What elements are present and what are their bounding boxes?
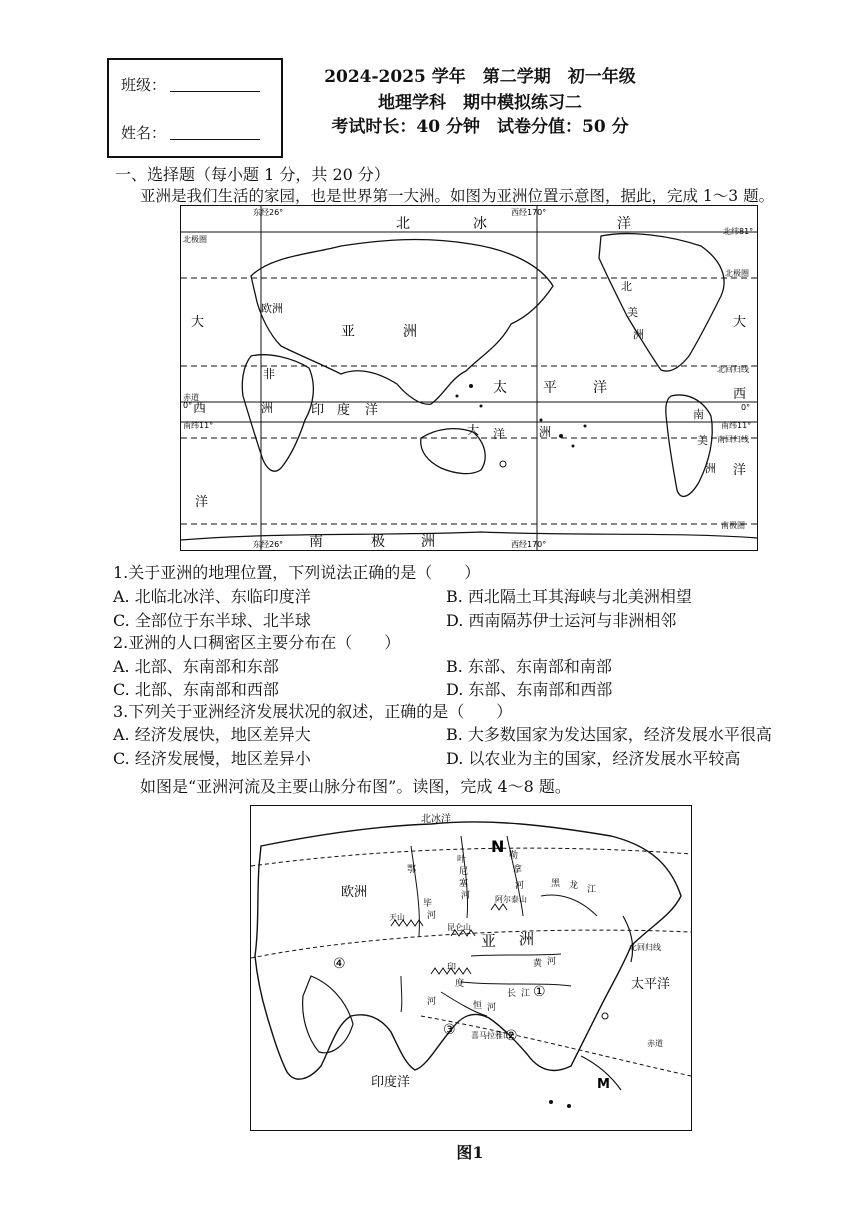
antarctic-circle-label: 南极圈 xyxy=(721,521,745,530)
river-char-9: 拿 xyxy=(513,865,523,875)
zero-deg-left: 0° xyxy=(183,401,193,410)
indian-ocean-label: 印度洋 xyxy=(371,1075,411,1090)
q2-option-d[interactable]: D. 东部、东南部和西部 xyxy=(446,680,613,699)
asia-char-1: 亚 xyxy=(341,324,355,340)
river-char-16: 长 xyxy=(507,989,517,999)
q3-option-b[interactable]: B. 大多数国家为发达国家，经济发展水平很高 xyxy=(446,725,772,744)
name-blank[interactable] xyxy=(170,139,260,140)
oceania-char-3: 洲 xyxy=(539,425,552,439)
atlantic-left-char-1: 大 xyxy=(191,315,205,330)
question-3-stem: 3.下列关于亚洲经济发展状况的叙述，正确的是（ ） xyxy=(113,702,513,721)
atlantic-left-char-2: 西 xyxy=(193,401,207,416)
river-char-4: 叶 xyxy=(457,855,467,865)
q3-option-a[interactable]: A. 经济发展快，地区差异大 xyxy=(113,725,311,744)
exam-time-score: 考试时长：40 分钟 试卷分值：50 分 xyxy=(331,117,629,137)
q1-option-b[interactable]: B. 西北隔土耳其海峡与北美洲相望 xyxy=(446,587,692,606)
river-char-15: 河 xyxy=(547,957,557,967)
q1-option-c[interactable]: C. 全部位于东半球、北半球 xyxy=(113,611,311,630)
question-1-stem: 1.关于亚洲的地理位置，下列说法正确的是（ ） xyxy=(113,563,481,582)
q1-option-d[interactable]: D. 西南隔苏伊士运河与非洲相邻 xyxy=(446,611,677,630)
river-char-1: 鄂 xyxy=(407,865,417,875)
river-char-5: 尼 xyxy=(459,867,469,877)
indian-ocean-char-1: 印 xyxy=(311,403,325,418)
class-field[interactable] xyxy=(121,74,260,95)
river-char-10: 河 xyxy=(515,881,525,891)
pacific-char-2: 平 xyxy=(543,380,557,396)
arctic-circle-right: 北极圈 xyxy=(725,269,749,278)
arctic-ocean-char-1: 北 xyxy=(396,216,410,232)
arctic-circle-left: 北极圈 xyxy=(183,235,207,244)
atlantic-right-char-2: 西 xyxy=(733,387,747,402)
marker-2: ② xyxy=(505,1028,518,1044)
q2-option-a[interactable]: A. 北部、东南部和东部 xyxy=(113,657,279,676)
oceania-char-2: 洋 xyxy=(493,427,506,441)
equator-left-label: 赤道 xyxy=(183,393,199,402)
river-char-22: 河 xyxy=(427,997,437,1007)
q2-option-c[interactable]: C. 北部、东南部和西部 xyxy=(113,680,279,699)
map2-intro: 如图是“亚洲河流及主要山脉分布图”。读图，完成 4～8 题。 xyxy=(140,777,571,796)
lon-top-right: 西经170° xyxy=(511,208,547,217)
river-char-7: 河 xyxy=(461,891,471,901)
asia-char-2: 洲 xyxy=(403,324,417,340)
exam-subject-title: 地理学科 期中模拟练习二 xyxy=(378,93,582,113)
river-char-14: 黄 xyxy=(533,959,543,969)
marker-3: ③ xyxy=(443,1022,456,1038)
river-char-3: 河 xyxy=(427,911,437,921)
mountain-himalaya: 喜马拉雅山 xyxy=(471,1031,511,1040)
equator-right-label: 0° xyxy=(741,403,751,412)
arctic-ocean-char-2: 冰 xyxy=(473,216,487,232)
atlantic-left-char-3: 洋 xyxy=(195,495,209,510)
europe-label-2: 欧洲 xyxy=(341,885,368,900)
pacific-char-1: 太 xyxy=(493,380,507,396)
oceania-char-1: 大 xyxy=(467,423,480,437)
antarctica-char-3: 洲 xyxy=(421,534,435,550)
class-blank[interactable] xyxy=(170,91,260,92)
asia-label-char-1: 亚 xyxy=(481,932,497,950)
name-field[interactable] xyxy=(121,122,260,143)
lon-bottom-right: 西经170° xyxy=(511,540,547,549)
africa-char-1: 非 xyxy=(263,367,276,381)
indian-ocean-char-2: 度 xyxy=(337,403,351,418)
tropic-n-label: 北回归线 xyxy=(717,365,749,374)
atlantic-right-char-3: 洋 xyxy=(733,463,747,478)
river-char-8: 勒 xyxy=(509,851,519,861)
q2-option-b[interactable]: B. 东部、东南部和南部 xyxy=(446,657,612,676)
marker-4: ④ xyxy=(333,956,346,972)
lon-top-left: 东经26° xyxy=(253,208,284,217)
river-char-2: 毕 xyxy=(423,899,433,909)
name-label: 姓名： xyxy=(121,124,167,142)
q1-option-a[interactable]: A. 北临北冰洋、东临印度洋 xyxy=(113,587,311,606)
section-title: 一、选择题（每小题 1 分，共 20 分） xyxy=(115,165,390,184)
s-america-char-1: 南 xyxy=(693,408,704,421)
north-arrow: N xyxy=(491,837,505,856)
n-america-char-2: 美 xyxy=(627,306,638,319)
river-char-21: 度 xyxy=(455,979,465,989)
student-info-box xyxy=(107,58,283,158)
tropic-s-right: 南纬11° xyxy=(721,421,752,430)
s-america-char-3: 洲 xyxy=(705,462,716,475)
class-label: 班级： xyxy=(121,76,167,94)
river-char-20: 印 xyxy=(447,963,457,973)
river-char-18: 恒 xyxy=(473,1001,483,1011)
mountain-altai: 阿尔泰山 xyxy=(495,895,527,904)
n-america-char-1: 北 xyxy=(621,280,632,293)
s-america-char-2: 美 xyxy=(697,434,708,447)
river-char-13: 江 xyxy=(587,885,597,895)
figure-caption: 图1 xyxy=(456,1143,484,1162)
n-america-char-3: 洲 xyxy=(633,328,644,341)
river-char-11: 黑 xyxy=(551,879,561,889)
europe-label: 欧洲 xyxy=(261,302,283,315)
arctic-label: 北冰洋 xyxy=(421,814,451,825)
equator-label: 赤道 xyxy=(647,1039,663,1048)
pacific-char-3: 洋 xyxy=(593,380,607,396)
antarctica-char-1: 南 xyxy=(309,534,323,550)
section-intro: 亚洲是我们生活的家园，也是世界第一大洲。如图为亚洲位置示意图，据此，完成 1～3 题。 xyxy=(140,187,775,205)
tropic-capricorn-label: 南回归线 xyxy=(717,435,749,444)
q3-option-c[interactable]: C. 经济发展慢，地区差异小 xyxy=(113,749,311,768)
asia-location-map xyxy=(180,205,758,551)
tropic-s-left: 南纬11° xyxy=(183,421,214,430)
asia-rivers-mountains-map xyxy=(250,805,692,1131)
atlantic-right-char-1: 大 xyxy=(733,315,747,330)
mountain-tianshan: 天山 xyxy=(389,913,405,922)
river-char-19: 河 xyxy=(487,1003,497,1013)
north-lat-right: 北纬81° xyxy=(723,227,754,236)
pacific-label: 太平洋 xyxy=(631,977,671,992)
m-label: M xyxy=(597,1077,610,1092)
river-char-12: 龙 xyxy=(569,881,579,891)
arctic-ocean-char-3: 洋 xyxy=(617,216,631,232)
marker-1: ① xyxy=(533,984,546,1000)
tropic-label: 北回归线 xyxy=(629,943,661,952)
indian-ocean-char-3: 洋 xyxy=(365,403,379,418)
antarctica-char-2: 极 xyxy=(371,534,385,550)
mountain-kunlun: 昆仑山 xyxy=(447,923,471,932)
river-char-17: 江 xyxy=(521,989,531,999)
q3-option-d[interactable]: D. 以农业为主的国家，经济发展水平较高 xyxy=(446,749,741,768)
africa-char-2: 洲 xyxy=(261,401,274,415)
river-char-6: 塞 xyxy=(459,879,469,889)
lon-bottom-left: 东经26° xyxy=(253,540,284,549)
asia-label-char-2: 洲 xyxy=(519,930,535,948)
exam-year-title: 2024-2025 学年 第二学期 初一年级 xyxy=(324,67,636,87)
question-2-stem: 2.亚洲的人口稠密区主要分布在（ ） xyxy=(113,633,401,652)
